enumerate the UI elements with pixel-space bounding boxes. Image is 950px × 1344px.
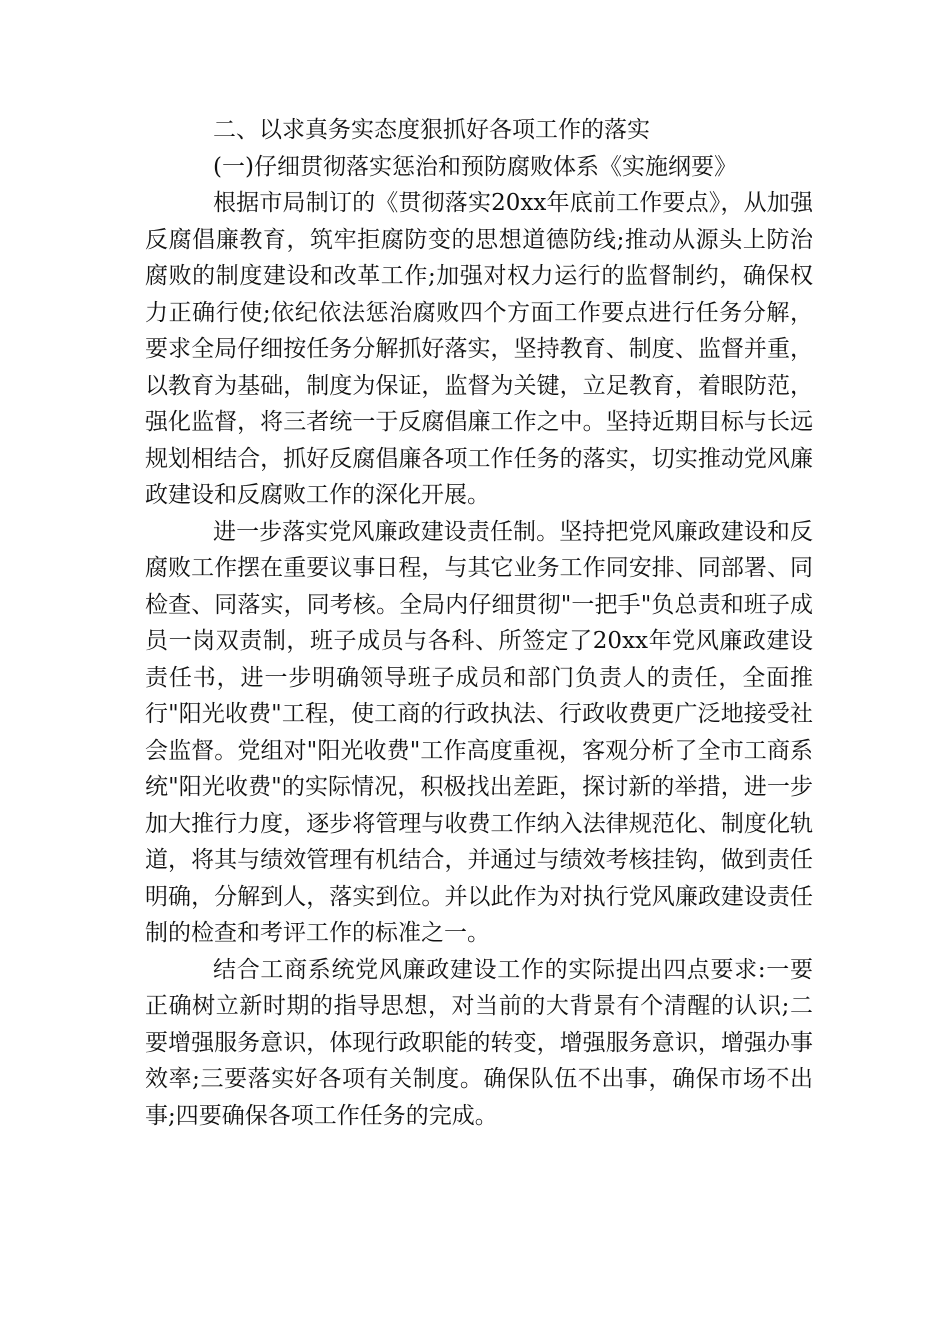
section-heading: 二、以求真务实态度狠抓好各项工作的落实 [213, 117, 650, 143]
paragraph-1: 根据市局制订的《贯彻落实20xx年底前工作要点》，从加强反腐倡廉教育，筑牢拒腐防变的思想道德防线;推动从源头上防治腐败的制度建设和改革工作;加强对权力运行的监督制约，确保权力正确行使;依纪依法惩治腐败四个方面工作要点进行任务分解，要求全局仔细按任务分解抓好落实，坚持教育、制度、监督并重，以教育为基础，制度为保证，监督为关键，立足教育，着眼防范，强化监督，将三者统一于反腐倡廉工作之中。坚持近期目标与长远规划相结合，抓好反腐倡廉各项工作任务的落实，切实推动党风廉政建设和反腐败工作的深化开展。 [145, 190, 813, 508]
paragraph-3: 结合工商系统党风廉政建设工作的实际提出四点要求:一要正确树立新时期的指导思想，对当前的大背景有个清醒的认识;二要增强服务意识，体现行政职能的转变，增强服务意识，增强办事效率;三要落实好各项有关制度。确保队伍不出事，确保市场不出事;四要确保各项工作任务的完成。 [145, 956, 813, 1129]
subsection-heading: (一)仔细贯彻落实惩治和预防腐败体系《实施纲要》 [213, 153, 737, 180]
document-page [145, 112, 813, 1134]
paragraph-2: 进一步落实党风廉政建设责任制。坚持把党风廉政建设和反腐败工作摆在重要议事日程，与其它业务工作同安排、同部署、同检查、同落实，同考核。全局内仔细贯彻"一把手"负总责和班子成员一岗双责制，班子成员与各科、所签定了20xx年党风廉政建设责任书，进一步明确领导班子成员和部门负责人的责任，全面推行"阳光收费"工程，使工商的行政执法、行政收费更广泛地接受社会监督。党组对"阳光收费"工作高度重视，客观分析了全市工商系统"阳光收费"的实际情况，积极找出差距，探讨新的举措，进一步加大推行力度，逐步将管理与收费工作纳入法律规范化、制度化轨道，将其与绩效管理有机结合，并通过与绩效考核挂钩，做到责任明确，分解到人，落实到位。并以此作为对执行党风廉政建设责任制的检查和考评工作的标准之一。 [145, 518, 813, 946]
